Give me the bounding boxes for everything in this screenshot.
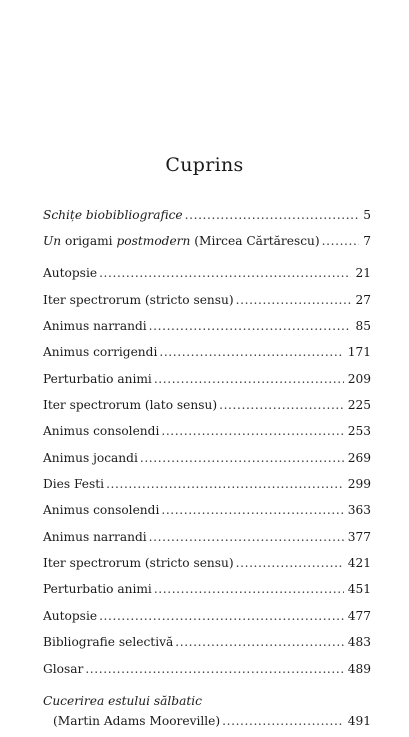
toc-entry-label: Animus jocandi [43,450,138,465]
toc-leader-dots [154,369,344,389]
toc-leader-dots [161,421,343,441]
toc-entry-page: 85 [355,319,371,334]
toc-entry-label: Schițe biobibliografice [43,208,183,222]
toc-leader-dots [99,606,344,626]
toc-leader-dots [149,316,352,336]
toc-entry-page: 491 [347,713,371,728]
toc-entry-schite[interactable] [43,205,371,225]
toc-entry[interactable] [43,553,371,573]
toc-entry-label: Perturbatio animi [43,582,152,597]
toc-entry[interactable] [43,632,371,652]
toc-leader-dots [106,474,344,494]
toc-entry-page: 209 [347,371,371,386]
toc-entry[interactable] [43,421,371,441]
toc-entry-label: Bibliografie selectivă [43,635,174,650]
toc-entry-page: 489 [347,661,371,676]
toc-leader-dots [149,527,344,547]
toc-leader-dots [219,395,344,415]
toc-label-part: origami [61,234,117,249]
toc-entry[interactable] [43,527,371,547]
toc-entry-label: Glosar [43,661,84,676]
toc-entry-page: 363 [347,503,371,518]
toc-entry-cucerirea-title: Cucerirea estului sălbatic [43,693,202,708]
toc-entry[interactable] [43,263,371,283]
toc-entry-label: Animus corrigendi [43,345,158,360]
toc-label-part: Un [43,234,62,249]
toc-entry-page: 5 [363,208,371,222]
table-of-contents [43,205,371,737]
toc-entry-label [43,231,322,251]
toc-entry-page: 421 [347,556,371,571]
toc-leader-dots [322,231,360,251]
toc-entry-label: Perturbatio animi [43,371,152,386]
toc-entry[interactable] [43,316,371,336]
toc-leader-dots [154,579,344,599]
toc-entry-label: Iter spectrorum (lato sensu) [43,398,218,413]
toc-label-part: (Mircea Cărtărescu) [190,234,320,249]
toc-entry-cucerirea[interactable] [43,711,371,731]
toc-entry-label: Animus narrandi [43,529,147,544]
toc-entry-label: Iter spectrorum (stricto sensu) [43,292,234,307]
toc-entry-page: 269 [347,450,371,465]
toc-entry[interactable] [43,659,371,679]
toc-entry[interactable] [43,290,371,310]
toc-entry-page: 451 [347,582,371,597]
toc-entry-label: Iter spectrorum (stricto sensu) [43,556,234,571]
toc-entry-label: (Martin Adams Mooreville) [53,713,221,728]
toc-leader-dots [161,500,343,520]
toc-entry-label: Animus consolendi [43,424,160,439]
toc-entry-page: 171 [347,345,371,360]
toc-entry-page: 299 [347,477,371,492]
toc-entry-page: 7 [363,234,371,249]
toc-entry-page: 377 [347,529,371,544]
toc-entry[interactable] [43,606,371,626]
toc-entry-page: 477 [347,608,371,623]
toc-leader-dots [175,632,343,652]
toc-label-part: postmodern [116,234,191,249]
toc-leader-dots [236,553,344,573]
toc-entry-page: 21 [355,266,371,281]
toc-entry-origami[interactable] [43,231,371,251]
toc-entry[interactable] [43,448,371,468]
toc-leader-dots [85,659,343,679]
toc-entry[interactable] [43,369,371,389]
toc-entry-page: 225 [347,398,371,413]
toc-entry-label: Animus consolendi [43,503,160,518]
toc-leader-dots [140,448,344,468]
toc-entry-page: 27 [355,292,371,307]
toc-entry[interactable] [43,395,371,415]
toc-entry[interactable] [43,474,371,494]
toc-main-entries [43,263,371,678]
toc-entry[interactable] [43,500,371,520]
page-title: Cuprins [165,154,244,176]
toc-entry[interactable] [43,579,371,599]
toc-entry-label: Animus narrandi [43,319,147,334]
toc-entry-page: 483 [347,635,371,650]
toc-entry-label: Autopsie [43,266,98,281]
toc-leader-dots [222,711,344,731]
toc-leader-dots [185,205,360,225]
toc-entry-label: Dies Festi [43,477,105,492]
toc-leader-dots [99,263,351,283]
toc-entry[interactable] [43,342,371,362]
toc-leader-dots [159,342,343,362]
toc-leader-dots [236,290,352,310]
toc-entry-page: 253 [347,424,371,439]
toc-entry-label: Autopsie [43,608,98,623]
